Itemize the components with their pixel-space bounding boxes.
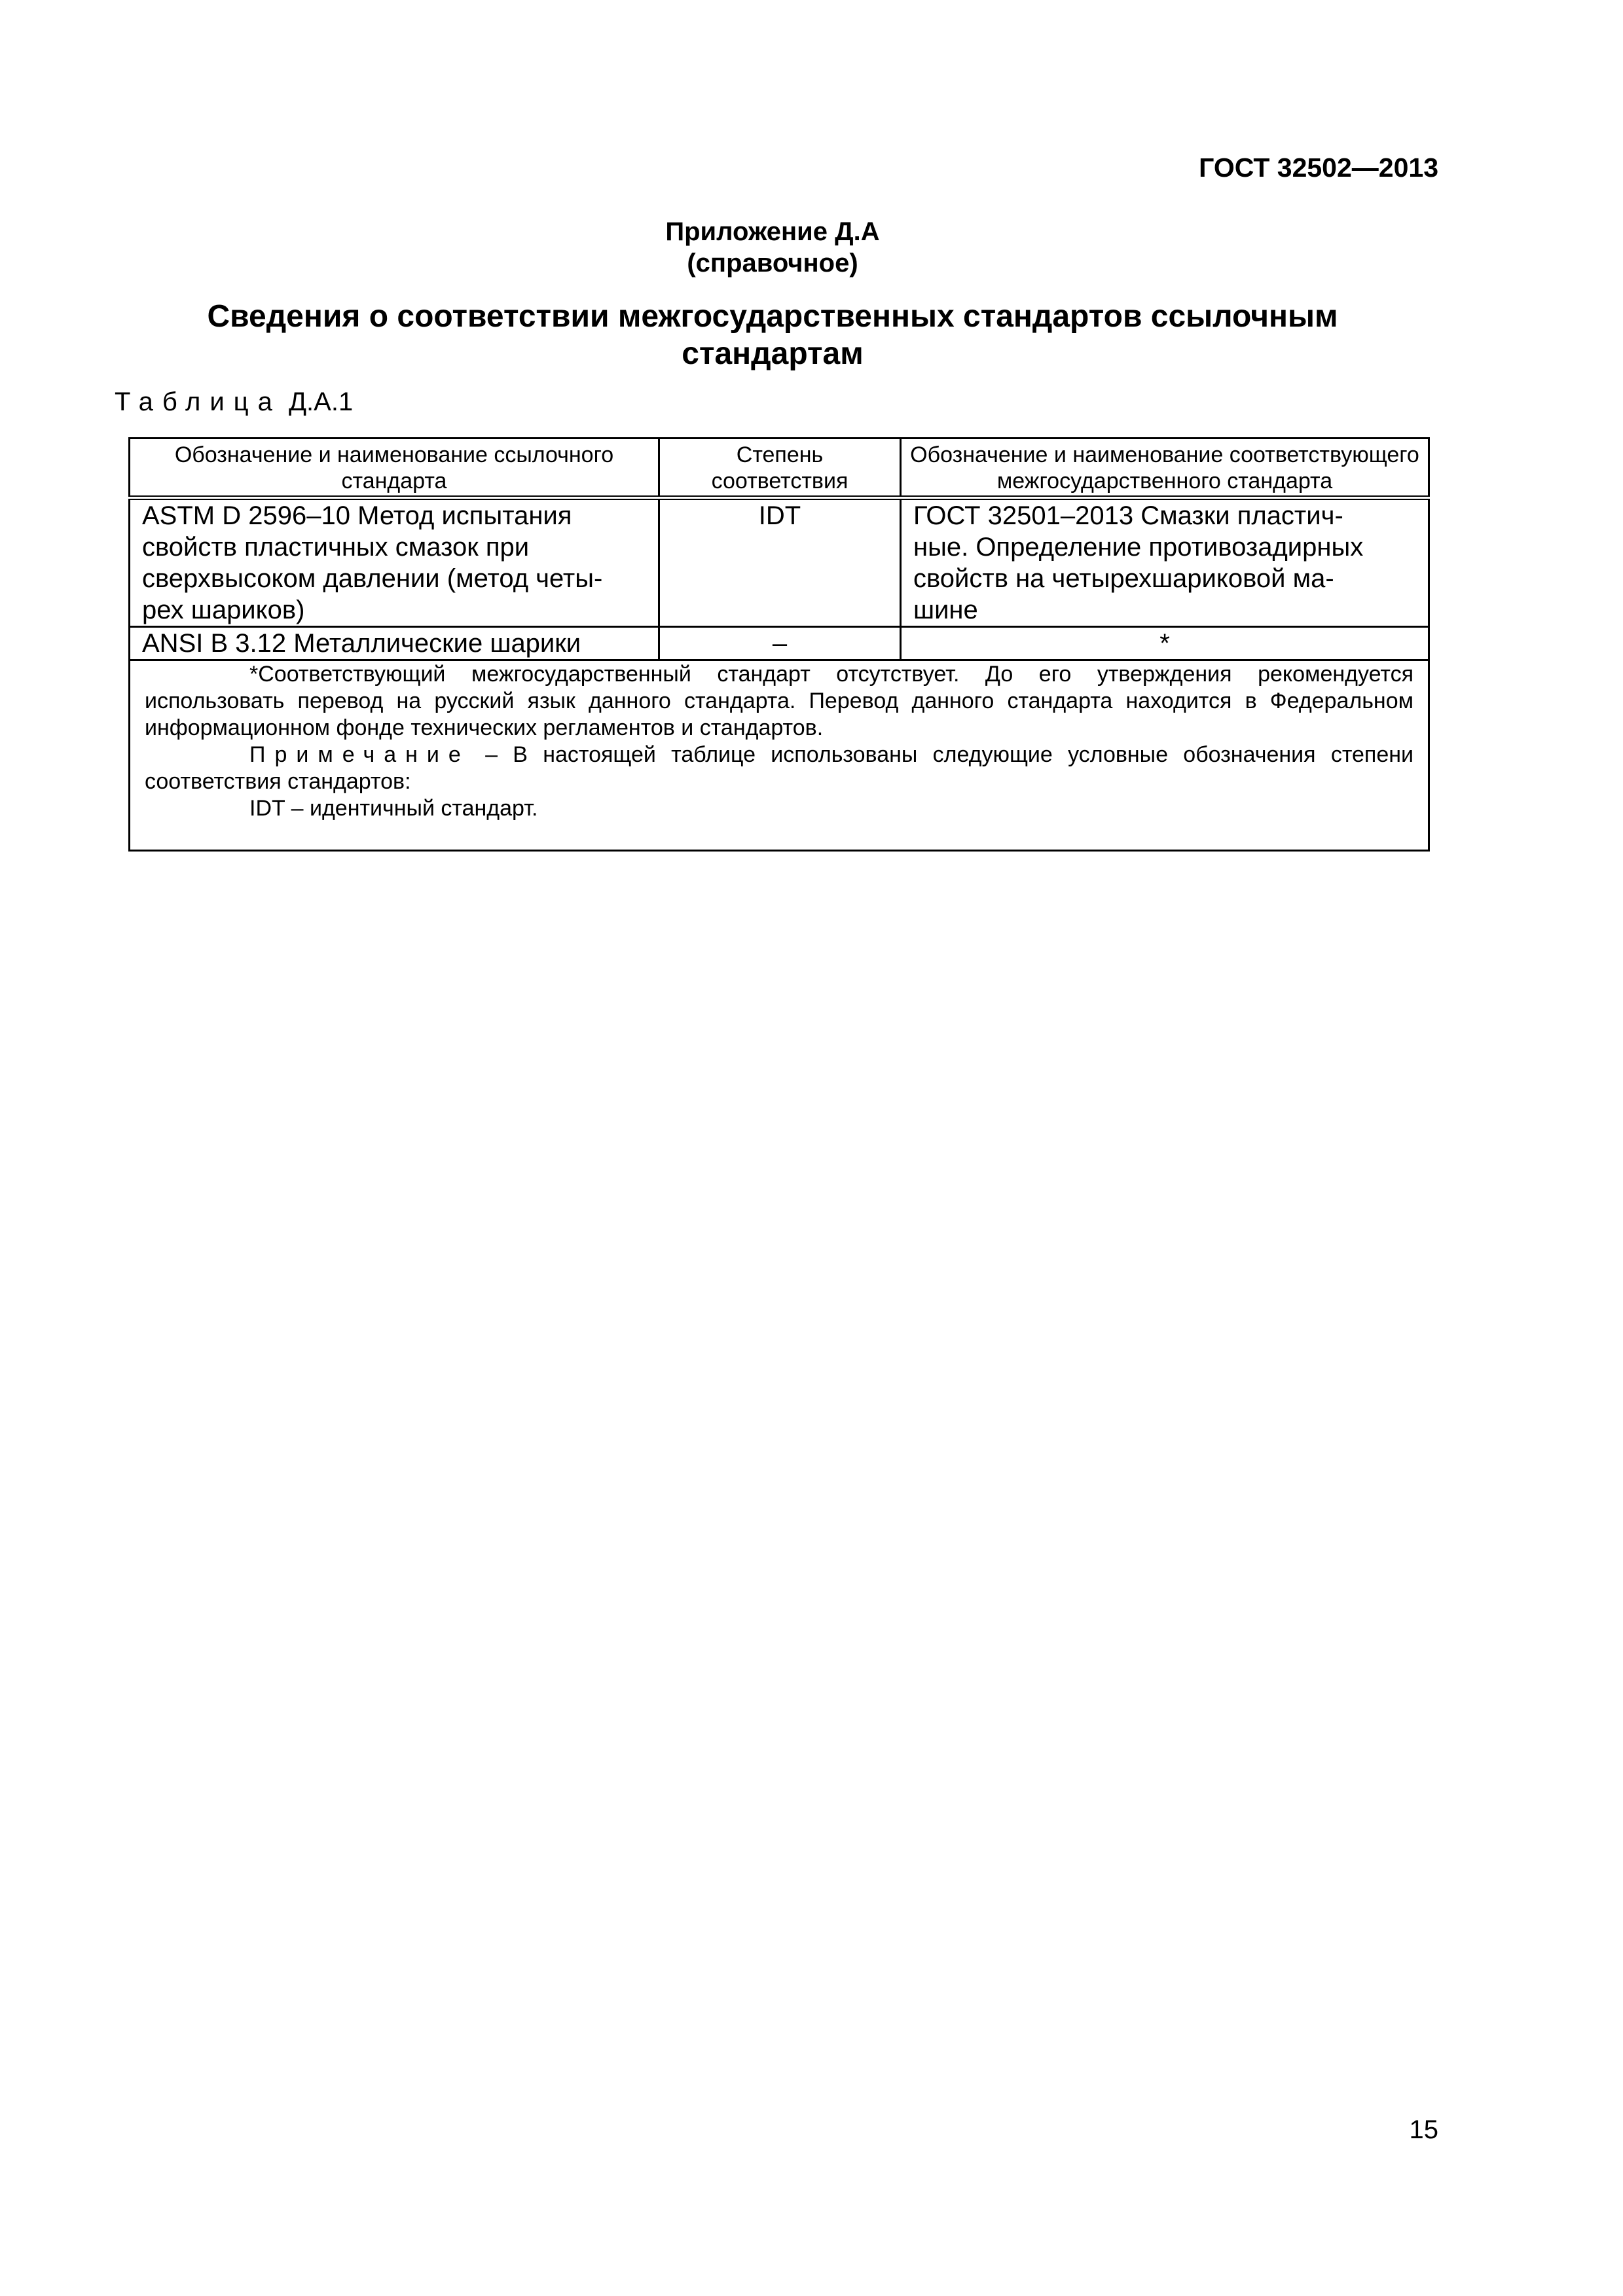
- table-header-row: [130, 439, 1429, 498]
- cell-line: ГОСТ 32501–2013 Смазки пластич-: [913, 501, 1343, 530]
- cell-line: ные. Определение противозадирных: [913, 533, 1364, 562]
- table-caption-number: Д.А.1: [288, 387, 354, 416]
- page-number: 15: [1409, 2115, 1438, 2144]
- cell-line: рех шариков): [142, 596, 305, 624]
- column-header-reference-standard: Обозначение и наименование ссылочного стандарта: [130, 439, 659, 498]
- table-row: [130, 498, 1429, 627]
- cell-degree: IDT: [659, 498, 901, 627]
- note-text: – В настоящей таблице использованы следующие условные обозначения степени соответствия стандартов:: [145, 742, 1414, 794]
- cell-interstate-standard: [901, 498, 1429, 627]
- cell-reference-standard: [130, 498, 659, 627]
- note-item: IDT – идентичный стандарт.: [249, 796, 538, 821]
- table-footnote-cell: [130, 660, 1429, 851]
- cell-reference-standard: ANSI B 3.12 Металлические шарики: [130, 627, 659, 660]
- table-note: [145, 742, 1413, 795]
- column-header-degree: Степень соответствия: [659, 439, 901, 498]
- column-header-interstate-standard: Обозначение и наименование соответствующего межгосударственного стандарта: [901, 439, 1429, 498]
- cell-line: сверхвысоком давлении (метод четы-: [142, 564, 603, 593]
- table-caption: [115, 387, 353, 417]
- note-label: Примечание: [249, 742, 470, 767]
- page-title-line-2: стандартам: [682, 336, 864, 371]
- cell-line: шине: [913, 596, 978, 624]
- standards-correspondence-table: [128, 437, 1430, 852]
- cell-interstate-standard: *: [901, 627, 1429, 660]
- annex-heading: [0, 216, 1545, 279]
- footnote-text: *Соответствующий межгосударственный стандарт отсутствует. До его утверждения рекомендуется использовать перевод на русский язык данного стандарта. Перевод данного стандарта находится в Федеральном информационном фонде технических регламентов и стандартов.: [145, 662, 1413, 740]
- page-title: [0, 298, 1545, 372]
- cell-line: ASTM D 2596–10 Метод испытания: [142, 501, 572, 530]
- page-title-line-1: Сведения о соответствии межгосударственных стандартов ссылочным: [207, 299, 1338, 334]
- annex-subtitle: (справочное): [687, 249, 858, 278]
- cell-line: свойств пластичных смазок при: [142, 533, 530, 562]
- annex-title: Приложение Д.А: [665, 217, 880, 246]
- table-footnote-row: [130, 660, 1429, 851]
- table-caption-prefix: Таблица: [115, 387, 282, 416]
- cell-line: свойств на четырехшариковой ма-: [913, 564, 1334, 593]
- table-row: [130, 627, 1429, 660]
- document-code: ГОСТ 32502—2013: [1199, 152, 1438, 183]
- cell-degree: –: [659, 627, 901, 660]
